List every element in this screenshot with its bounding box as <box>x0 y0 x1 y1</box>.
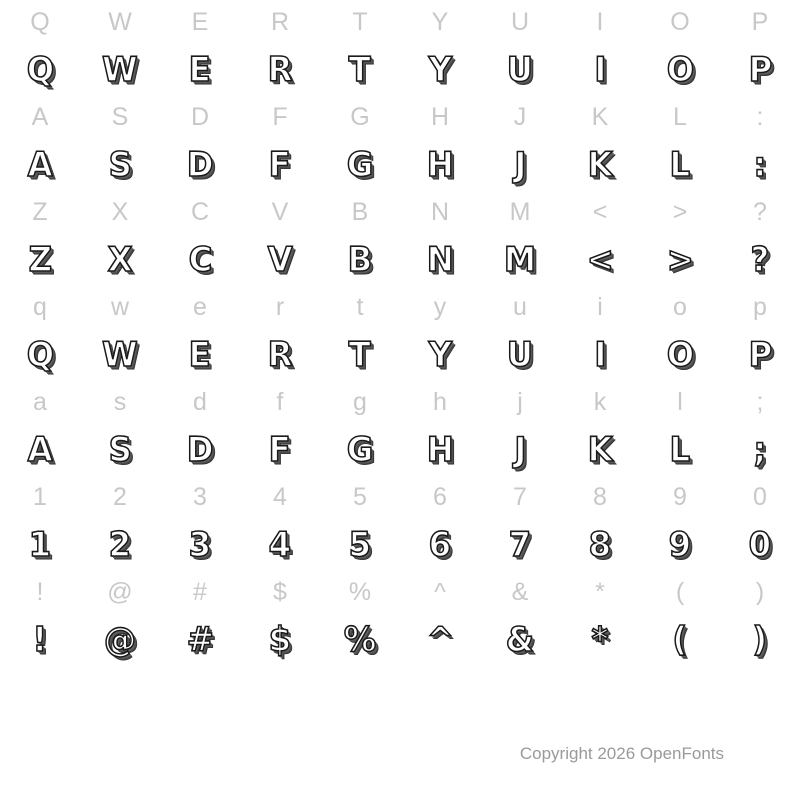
sample-glyph-cell <box>160 45 240 95</box>
sample-glyph-cell <box>720 520 800 570</box>
sample-glyph-cell <box>400 615 480 665</box>
sample-glyph-cell <box>720 330 800 380</box>
sample-glyph: Q <box>26 335 54 375</box>
sample-glyph: Z <box>28 240 52 280</box>
sample-glyph-cell <box>640 140 720 190</box>
sample-glyph-cell <box>320 235 400 285</box>
sample-glyph-cell <box>480 425 560 475</box>
reference-char-cell: % <box>348 578 372 606</box>
copyright-notice: Copyright 2026 OpenFonts <box>519 744 724 763</box>
reference-char-cell: h <box>433 388 447 416</box>
sample-glyph: : <box>753 145 767 185</box>
sample-glyph: 0 <box>748 525 772 565</box>
sample-glyph-cell <box>240 330 320 380</box>
sample-glyph: U <box>506 335 534 375</box>
sample-glyph: < <box>586 240 614 280</box>
sample-glyph: 9 <box>668 525 692 565</box>
sample-glyph-cell <box>480 235 560 285</box>
reference-char-cell: 8 <box>593 483 607 511</box>
sample-glyph: 6 <box>428 525 452 565</box>
sample-glyph: W <box>102 335 138 375</box>
sample-glyph-cell <box>240 140 320 190</box>
reference-char-cell: X <box>111 198 129 226</box>
sample-glyph: H <box>426 430 454 470</box>
reference-char-cell: U <box>510 8 530 36</box>
sample-glyph: > <box>666 240 694 280</box>
sample-glyph-cell <box>560 520 640 570</box>
sample-glyph: K <box>587 145 613 185</box>
reference-char-cell: i <box>597 293 603 321</box>
sample-glyph-cell <box>320 520 400 570</box>
sample-glyph-cell <box>400 425 480 475</box>
reference-char-cell: p <box>753 293 767 321</box>
sample-glyph-cell <box>80 330 160 380</box>
reference-char-cell: k <box>593 388 607 416</box>
sample-glyph-cell <box>160 425 240 475</box>
sample-glyph-cell <box>720 140 800 190</box>
reference-char-cell: D <box>190 103 210 131</box>
reference-char-cell: S <box>111 103 129 131</box>
reference-char-cell: t <box>356 293 364 321</box>
sample-glyph-cell <box>160 520 240 570</box>
sample-glyph-cell <box>640 45 720 95</box>
sample-glyph-cell <box>480 520 560 570</box>
sample-glyph: L <box>669 430 691 470</box>
sample-glyph-cell <box>560 45 640 95</box>
sample-glyph-cell <box>0 45 80 95</box>
sample-glyph-cell <box>400 235 480 285</box>
sample-glyph-cell <box>640 520 720 570</box>
reference-char-cell: G <box>350 103 370 131</box>
sample-glyph: 4 <box>268 525 292 565</box>
sample-glyph: H <box>426 145 454 185</box>
reference-char-cell: j <box>517 388 523 416</box>
reference-char-cell: s <box>113 388 127 416</box>
reference-char-cell: @ <box>107 578 133 606</box>
reference-char-cell: H <box>430 103 450 131</box>
reference-char-cell: E <box>191 8 209 36</box>
sample-glyph: G <box>346 430 374 470</box>
reference-char-cell: y <box>433 293 447 321</box>
sample-glyph-cell <box>400 520 480 570</box>
reference-char-cell: F <box>272 103 288 131</box>
reference-char-cell: u <box>513 293 527 321</box>
sample-glyph-cell <box>0 425 80 475</box>
reference-char-cell: q <box>33 293 47 321</box>
sample-glyph: T <box>348 335 372 375</box>
reference-char-cell: ( <box>675 578 685 606</box>
reference-char-cell: $ <box>273 578 287 606</box>
reference-char-cell: V <box>271 198 289 226</box>
reference-char-cell: 9 <box>673 483 687 511</box>
sample-glyph-cell <box>240 520 320 570</box>
sample-glyph: W <box>102 50 138 90</box>
sample-glyph: 3 <box>188 525 212 565</box>
reference-char-cell: f <box>276 388 284 416</box>
sample-glyph-cell <box>160 235 240 285</box>
sample-glyph-cell <box>240 235 320 285</box>
sample-glyph-cell <box>720 235 800 285</box>
sample-glyph: S <box>108 430 132 470</box>
sample-glyph: E <box>188 335 212 375</box>
reference-char-cell: ) <box>755 578 765 606</box>
reference-char-cell: d <box>193 388 207 416</box>
sample-glyph: ) <box>752 620 768 660</box>
sample-glyph: 8 <box>588 525 612 565</box>
sample-glyph-cell <box>640 425 720 475</box>
sample-glyph: J <box>513 430 527 470</box>
sample-glyph: A <box>27 430 53 470</box>
sample-glyph-cell <box>640 615 720 665</box>
sample-glyph-cell <box>320 615 400 665</box>
reference-char-cell: 4 <box>273 483 287 511</box>
sample-glyph-cell <box>400 330 480 380</box>
sample-glyph: R <box>267 335 293 375</box>
reference-char-cell: w <box>110 293 130 321</box>
sample-glyph: N <box>426 240 454 280</box>
sample-glyph: I <box>593 335 607 375</box>
sample-glyph-cell <box>640 235 720 285</box>
sample-glyph: A <box>27 145 53 185</box>
reference-char-cell: & <box>511 578 529 606</box>
sample-glyph: P <box>748 335 772 375</box>
sample-glyph-cell <box>160 615 240 665</box>
reference-char-cell: Z <box>32 198 48 226</box>
sample-glyph: @ <box>103 620 137 660</box>
reference-char-cell: R <box>270 8 290 36</box>
reference-char-cell: Y <box>431 8 449 36</box>
sample-glyph-cell <box>480 140 560 190</box>
sample-glyph-cell <box>480 330 560 380</box>
sample-glyph: F <box>268 145 292 185</box>
sample-glyph-cell <box>400 140 480 190</box>
reference-char-cell: O <box>670 8 690 36</box>
reference-char-cell: I <box>596 8 604 36</box>
sample-glyph-cell <box>480 615 560 665</box>
sample-glyph: * <box>591 620 609 660</box>
sample-glyph-cell <box>0 330 80 380</box>
reference-char-cell: # <box>193 578 207 606</box>
sample-glyph-cell <box>400 45 480 95</box>
sample-glyph: K <box>587 430 613 470</box>
sample-glyph: 7 <box>508 525 532 565</box>
reference-char-cell: W <box>108 8 132 36</box>
reference-char-cell: r <box>275 293 285 321</box>
reference-char-cell: C <box>190 198 210 226</box>
reference-char-cell: B <box>351 198 369 226</box>
sample-glyph: U <box>506 50 534 90</box>
sample-glyph-cell <box>80 140 160 190</box>
reference-char-cell: K <box>591 103 609 131</box>
sample-glyph: ^ <box>426 620 454 660</box>
sample-glyph-cell <box>160 330 240 380</box>
sample-glyph: & <box>505 620 535 660</box>
reference-char-cell: 3 <box>193 483 207 511</box>
sample-glyph: S <box>108 145 132 185</box>
sample-glyph: V <box>267 240 293 280</box>
sample-glyph-cell <box>80 425 160 475</box>
sample-glyph: ! <box>32 620 48 660</box>
sample-glyph-cell <box>80 520 160 570</box>
sample-glyph-cell <box>0 235 80 285</box>
sample-glyph-cell <box>480 45 560 95</box>
sample-glyph: ( <box>672 620 688 660</box>
sample-glyph: % <box>343 620 377 660</box>
reference-char-cell: T <box>352 8 368 36</box>
sample-glyph-cell <box>240 615 320 665</box>
sample-glyph: D <box>186 145 214 185</box>
sample-glyph-cell <box>0 615 80 665</box>
reference-char-cell: 5 <box>353 483 367 511</box>
sample-glyph-cell <box>560 235 640 285</box>
sample-glyph-cell <box>320 140 400 190</box>
sample-glyph-cell <box>320 45 400 95</box>
sample-glyph: O <box>666 50 694 90</box>
sample-glyph: F <box>268 430 292 470</box>
reference-char-cell: P <box>751 8 769 36</box>
sample-glyph: ? <box>750 240 770 280</box>
sample-glyph: 1 <box>28 525 52 565</box>
sample-glyph: P <box>748 50 772 90</box>
sample-glyph-cell <box>80 45 160 95</box>
sample-glyph: X <box>107 240 133 280</box>
reference-char-cell: e <box>193 293 207 321</box>
sample-glyph: I <box>593 50 607 90</box>
reference-char-cell: J <box>513 103 527 131</box>
sample-glyph-cell <box>720 615 800 665</box>
reference-char-cell: 1 <box>33 483 47 511</box>
sample-glyph: # <box>186 620 214 660</box>
sample-glyph-cell <box>560 615 640 665</box>
reference-char-cell: 6 <box>433 483 447 511</box>
sample-glyph-cell <box>320 330 400 380</box>
sample-glyph: $ <box>268 620 292 660</box>
sample-glyph-cell <box>80 235 160 285</box>
sample-glyph: D <box>186 430 214 470</box>
sample-glyph: O <box>666 335 694 375</box>
reference-char-cell: a <box>33 388 47 416</box>
sample-glyph: B <box>347 240 373 280</box>
reference-char-cell: g <box>353 388 367 416</box>
reference-char-cell: L <box>673 103 687 131</box>
reference-char-cell: < <box>592 198 608 226</box>
sample-glyph-cell <box>560 140 640 190</box>
sample-glyph-cell <box>320 425 400 475</box>
reference-char-cell: ! <box>36 578 44 606</box>
reference-char-cell: ^ <box>434 578 446 606</box>
reference-char-cell: 2 <box>113 483 127 511</box>
reference-char-cell: > <box>672 198 688 226</box>
sample-glyph: ; <box>753 430 767 470</box>
reference-char-cell: A <box>31 103 49 131</box>
sample-glyph: R <box>267 50 293 90</box>
sample-glyph-cell <box>240 425 320 475</box>
sample-glyph: L <box>669 145 691 185</box>
sample-glyph: C <box>188 240 212 280</box>
reference-char-cell: 0 <box>753 483 767 511</box>
reference-char-cell: ; <box>756 388 764 416</box>
sample-glyph-cell <box>560 330 640 380</box>
sample-glyph-cell <box>640 330 720 380</box>
reference-char-cell: : <box>756 103 764 131</box>
sample-glyph-cell <box>0 520 80 570</box>
sample-glyph-cell <box>240 45 320 95</box>
reference-char-cell: 7 <box>513 483 527 511</box>
sample-glyph: Y <box>428 50 452 90</box>
reference-char-cell: ? <box>753 198 767 226</box>
reference-char-cell: o <box>673 293 687 321</box>
reference-char-cell: M <box>509 198 531 226</box>
sample-glyph-cell <box>160 140 240 190</box>
reference-char-cell: Q <box>30 8 50 36</box>
reference-char-cell: * <box>595 578 605 606</box>
sample-glyph: 5 <box>348 525 372 565</box>
sample-glyph: Y <box>428 335 452 375</box>
sample-glyph: M <box>503 240 537 280</box>
sample-glyph-cell <box>0 140 80 190</box>
sample-glyph: 2 <box>108 525 132 565</box>
sample-glyph-cell <box>720 45 800 95</box>
sample-glyph: E <box>188 50 212 90</box>
sample-glyph: G <box>346 145 374 185</box>
sample-glyph-cell <box>80 615 160 665</box>
sample-glyph: J <box>513 145 527 185</box>
reference-char-cell: l <box>677 388 683 416</box>
sample-glyph-cell <box>560 425 640 475</box>
reference-char-cell: N <box>430 198 450 226</box>
sample-glyph-cell <box>720 425 800 475</box>
sample-glyph: Q <box>26 50 54 90</box>
sample-glyph: T <box>348 50 372 90</box>
